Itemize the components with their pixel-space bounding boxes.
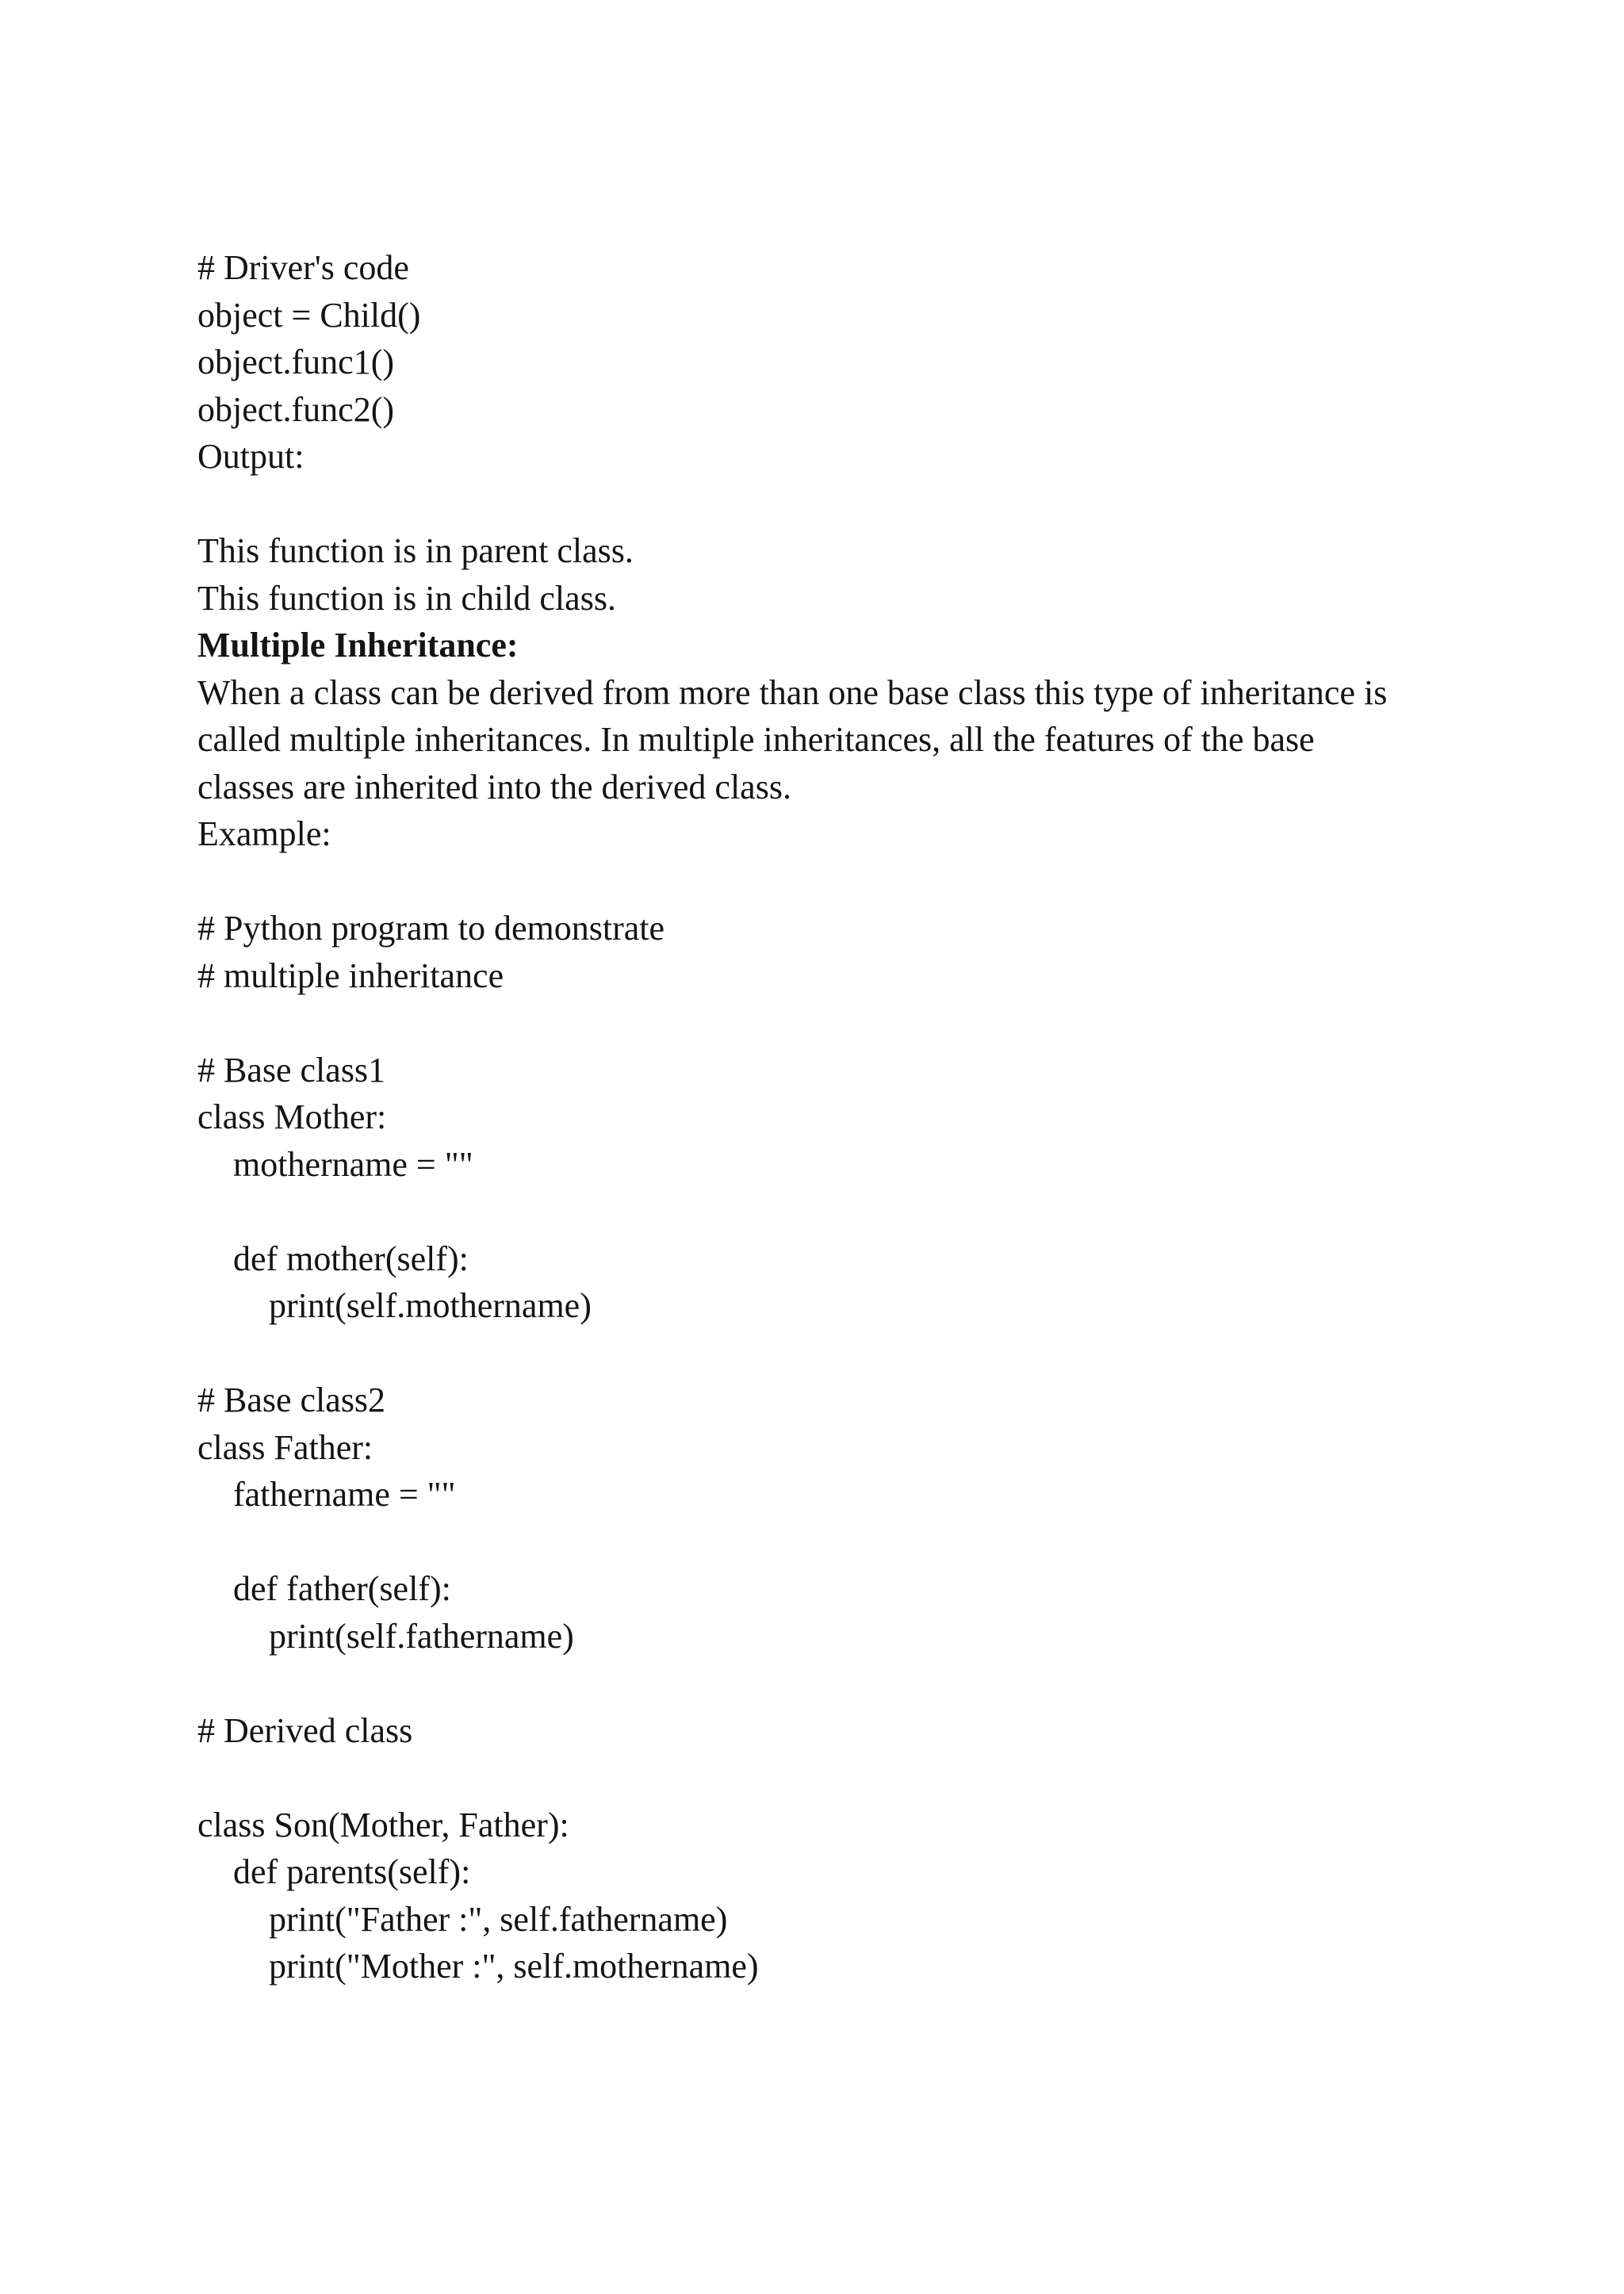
code-line: mothername = "" xyxy=(233,1144,473,1184)
paragraph-line: When a class can be derived from more than one base class this type of inheritance is xyxy=(197,672,1388,712)
code-line: object.func1() xyxy=(197,343,394,381)
blank-line xyxy=(197,481,1450,528)
blank-line xyxy=(197,999,1450,1047)
output-line: This function is in child class. xyxy=(197,578,616,618)
document-body xyxy=(197,244,1450,1990)
code-line: print("Mother :", self.mothername) xyxy=(269,1947,759,1986)
code-line: object = Child() xyxy=(197,295,421,335)
code-line: class Father: xyxy=(197,1427,373,1467)
code-comment: # Base class2 xyxy=(197,1381,386,1419)
code-line: print("Father :", self.fathername) xyxy=(269,1899,728,1939)
code-comment: # multiple inheritance xyxy=(197,956,504,995)
blank-line xyxy=(197,858,1450,906)
example-label: Example: xyxy=(197,814,331,853)
code-comment: # Base class1 xyxy=(197,1050,386,1090)
code-line: class Son(Mother, Father): xyxy=(197,1805,569,1844)
blank-line xyxy=(197,1188,1450,1235)
code-comment: # Python program to demonstrate xyxy=(197,909,665,948)
blank-line xyxy=(197,1660,1450,1707)
code-line: object.func2() xyxy=(197,389,394,429)
blank-line xyxy=(197,1754,1450,1802)
paragraph-line: classes are inherited into the derived class. xyxy=(197,767,791,806)
code-line: print(self.mothername) xyxy=(269,1286,592,1325)
output-label: Output: xyxy=(197,437,304,476)
code-line: def parents(self): xyxy=(233,1852,471,1891)
paragraph-line: called multiple inheritances. In multiple inheritances, all the features of the base xyxy=(197,720,1315,759)
code-comment: # Derived class xyxy=(197,1710,413,1750)
blank-line xyxy=(197,1330,1450,1377)
code-line: print(self.fathername) xyxy=(269,1616,574,1656)
code-line: def mother(self): xyxy=(233,1239,469,1278)
blank-line xyxy=(197,1518,1450,1566)
code-line: class Mother: xyxy=(197,1097,387,1136)
section-heading: Multiple Inheritance: xyxy=(197,626,519,664)
output-line: This function is in parent class. xyxy=(197,531,634,570)
code-line: fathername = "" xyxy=(233,1475,456,1514)
code-comment: # Driver's code xyxy=(197,248,409,287)
code-line: def father(self): xyxy=(233,1569,451,1608)
